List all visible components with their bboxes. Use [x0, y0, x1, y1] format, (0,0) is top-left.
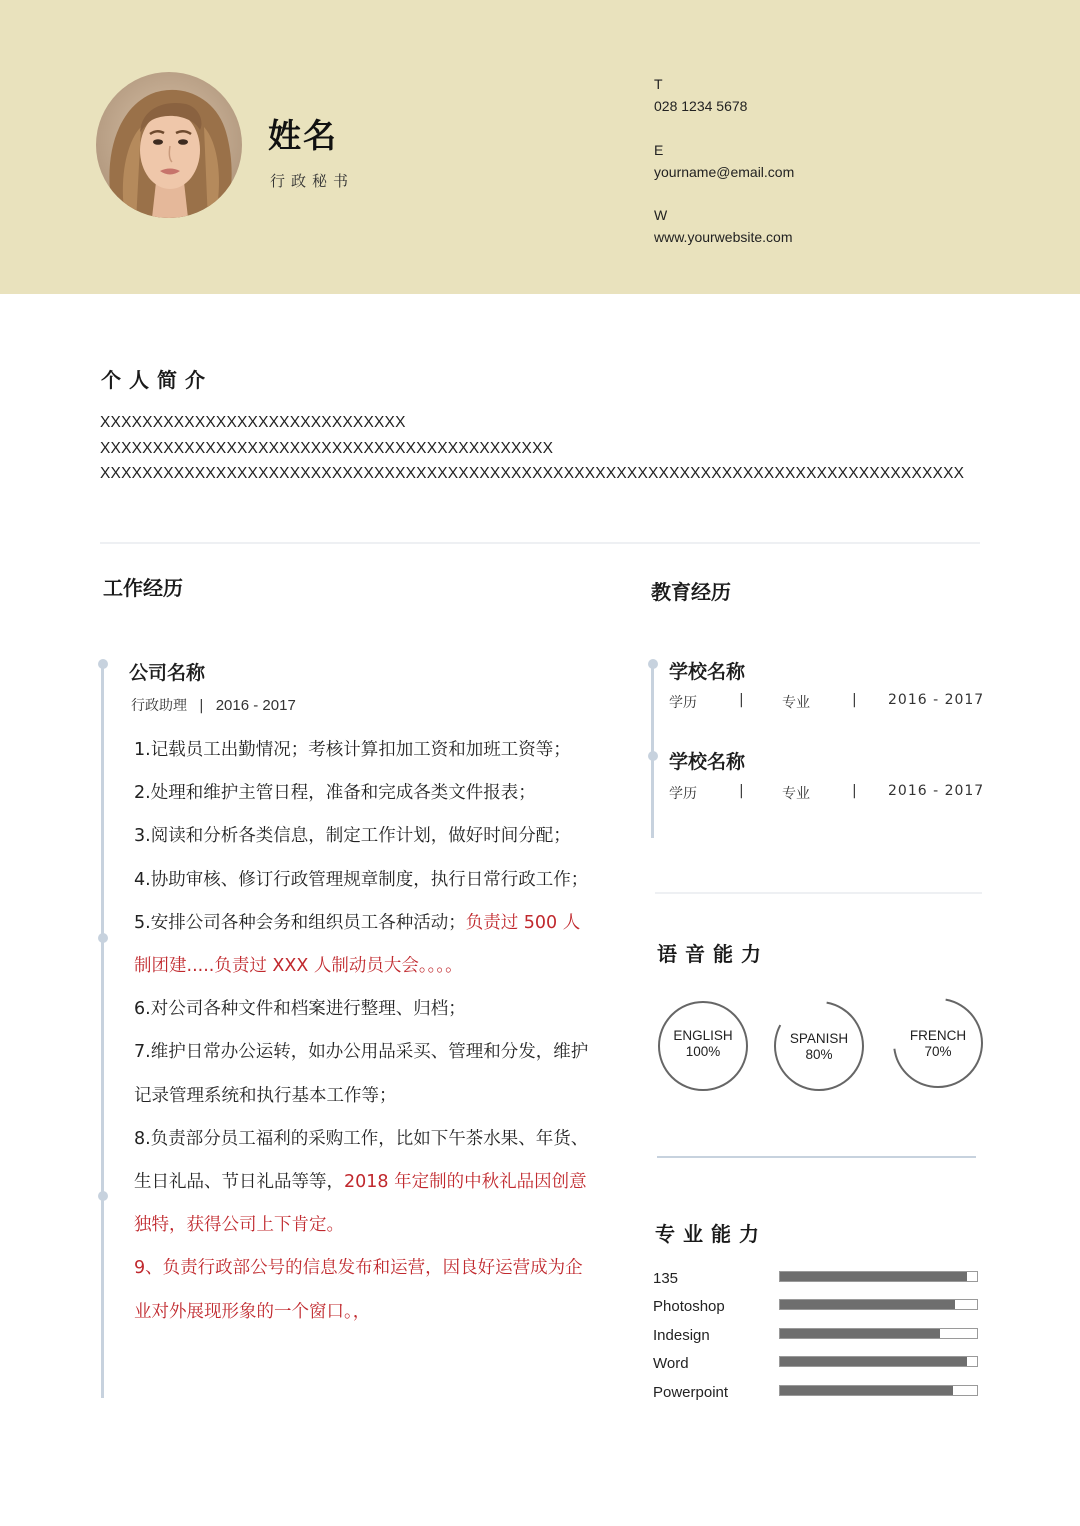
- duty-highlight: 独特，获得公司上下肯定。: [134, 1215, 344, 1236]
- duty-line: [134, 822, 624, 847]
- language-level: 80%: [805, 1047, 833, 1062]
- duty-line: [134, 1298, 624, 1323]
- duty-highlight: 9、负责行政部公号的信息发布和运营，因良好运营成为企: [134, 1258, 583, 1279]
- edu-major: 专业: [782, 786, 810, 802]
- language-name: SPANISH: [789, 1031, 849, 1046]
- edu-separator: |: [852, 692, 857, 708]
- duty-line: [134, 995, 624, 1020]
- skill-name: 135: [653, 1270, 679, 1287]
- skill-bar: [779, 1328, 978, 1339]
- edu-separator: |: [739, 692, 744, 708]
- edu-major: 专业: [782, 695, 810, 711]
- duty-text: 4.协助审核、修订行政管理规章制度，执行日常行政工作；: [134, 869, 589, 890]
- phone-label: T: [654, 76, 663, 92]
- email-label: E: [654, 142, 664, 158]
- edu-period: 2016 - 2017: [888, 783, 985, 799]
- contact-email: [654, 142, 794, 180]
- language-level: 100%: [685, 1044, 721, 1059]
- duty-text: 6.对公司各种文件和档案进行整理、归档；: [134, 999, 466, 1020]
- skill-name: Photoshop: [653, 1298, 725, 1316]
- website-value[interactable]: www.yourwebsite.com: [654, 229, 793, 245]
- duty-highlight: 业对外展现形象的一个窗口。，: [134, 1301, 371, 1322]
- skill-name: Word: [653, 1355, 689, 1373]
- edu-degree: 学历: [669, 786, 697, 802]
- skill-bar-fill: [780, 1272, 967, 1281]
- duty-highlight: 负责过 500 人: [465, 912, 581, 933]
- candidate-name: 姓名: [268, 116, 338, 155]
- job-position: 行政助理: [131, 698, 187, 714]
- duty-highlight: 制团建.....负责过 XXX 人制动员大会。。。。: [134, 956, 463, 976]
- edu-period: 2016 - 2017: [888, 692, 985, 708]
- skill-bar-fill: [780, 1300, 955, 1309]
- skill-bar: [779, 1271, 978, 1282]
- edu-separator: |: [739, 783, 744, 799]
- timeline-dot: [648, 751, 658, 761]
- duty-line: [134, 952, 624, 977]
- duty-line: [134, 909, 624, 934]
- language-label: [890, 1028, 986, 1060]
- job-period: 2016 - 2017: [215, 697, 296, 714]
- work-timeline: [101, 664, 104, 1398]
- skill-name: Indesign: [653, 1326, 710, 1344]
- edu-degree: 学历: [669, 695, 697, 711]
- timeline-dot: [98, 659, 108, 669]
- job-meta: [131, 695, 296, 715]
- duty-text: 5.安排公司各种会务和组织员工各种活动；: [134, 912, 466, 933]
- profile-photo: [96, 72, 242, 218]
- education-heading: 教育经历: [651, 580, 731, 604]
- skill-bar: [779, 1299, 978, 1310]
- work-heading: 工作经历: [103, 576, 183, 600]
- email-value[interactable]: yourname@email.com: [654, 164, 795, 180]
- header-band: [0, 0, 1080, 294]
- skill-bar: [779, 1385, 978, 1396]
- duty-text: 1.记载员工出勤情况；考核计算扣加工资和加班工资等；: [134, 740, 571, 760]
- duty-text: 生日礼品、节日礼品等等，: [134, 1172, 344, 1192]
- contact-website: [654, 207, 793, 245]
- duty-text: 2.处理和维护主管日程，准备和完成各类文件报表；: [134, 783, 536, 804]
- language-french: [890, 995, 986, 1091]
- skill-bar-fill: [780, 1329, 940, 1338]
- candidate-title: 行政秘书: [270, 172, 355, 190]
- profile-line: XXXXXXXXXXXXXXXXXXXXXXXXXXXXXXXXXXXXXXXXXXX: [100, 440, 554, 457]
- timeline-dot: [98, 933, 108, 943]
- duty-highlight: 2018 年定制的中秋礼品因创意: [344, 1172, 587, 1192]
- duty-line: [134, 1254, 624, 1279]
- duty-line: [134, 1125, 624, 1150]
- timeline-dot: [98, 1191, 108, 1201]
- phone-value: 028 1234 5678: [654, 98, 748, 114]
- skills-heading: 专业能力: [655, 1222, 767, 1246]
- skill-bar-fill: [780, 1386, 953, 1395]
- language-spanish: [771, 998, 867, 1094]
- duty-text: 3.阅读和分析各类信息，制定工作计划，做好时间分配；: [134, 826, 571, 847]
- website-label: W: [654, 207, 668, 223]
- duty-line: [134, 866, 624, 891]
- school-name: 学校名称: [669, 751, 746, 773]
- profile-heading: 个人简介: [101, 368, 213, 392]
- language-english: [655, 998, 751, 1094]
- language-level: 70%: [924, 1044, 952, 1059]
- duty-line: [134, 1211, 624, 1236]
- duty-text: 记录管理系统和执行基本工作等；: [134, 1085, 397, 1106]
- language-name: ENGLISH: [673, 1028, 733, 1043]
- duty-line: [134, 736, 624, 761]
- timeline-dot: [648, 659, 658, 669]
- languages-heading: 语音能力: [657, 942, 769, 966]
- language-name: FRENCH: [909, 1028, 967, 1043]
- company-name: 公司名称: [129, 662, 206, 684]
- profile-line: XXXXXXXXXXXXXXXXXXXXXXXXXXXXXXXXXXXXXXXXXXXXXXXXXXXXXXXXXXXXXXXXXXXXXXXXXXXXXXXXXX: [100, 465, 965, 482]
- duty-line: [134, 779, 624, 804]
- profile-line: XXXXXXXXXXXXXXXXXXXXXXXXXXXXX: [100, 414, 406, 431]
- duty-text: 7.维护日常办公运转，如办公用品采买、管理和分发，维护: [134, 1042, 589, 1063]
- section-divider: [655, 892, 982, 894]
- section-divider: [657, 1156, 976, 1158]
- duty-line: [134, 1082, 624, 1107]
- duty-line: [134, 1038, 624, 1063]
- duty-text: 8.负责部分员工福利的采购工作，比如下午茶水果、年货、: [134, 1128, 589, 1149]
- school-name: 学校名称: [669, 661, 746, 683]
- meta-separator: |: [199, 698, 204, 714]
- edu-separator: |: [852, 783, 857, 799]
- language-label: [655, 1028, 751, 1060]
- skill-bar-fill: [780, 1357, 967, 1366]
- skill-name: Powerpoint: [653, 1383, 729, 1401]
- contact-phone: [654, 76, 747, 114]
- language-label: [771, 1031, 867, 1063]
- section-divider: [100, 542, 980, 544]
- skill-bar: [779, 1356, 978, 1367]
- duty-line: [134, 1168, 624, 1193]
